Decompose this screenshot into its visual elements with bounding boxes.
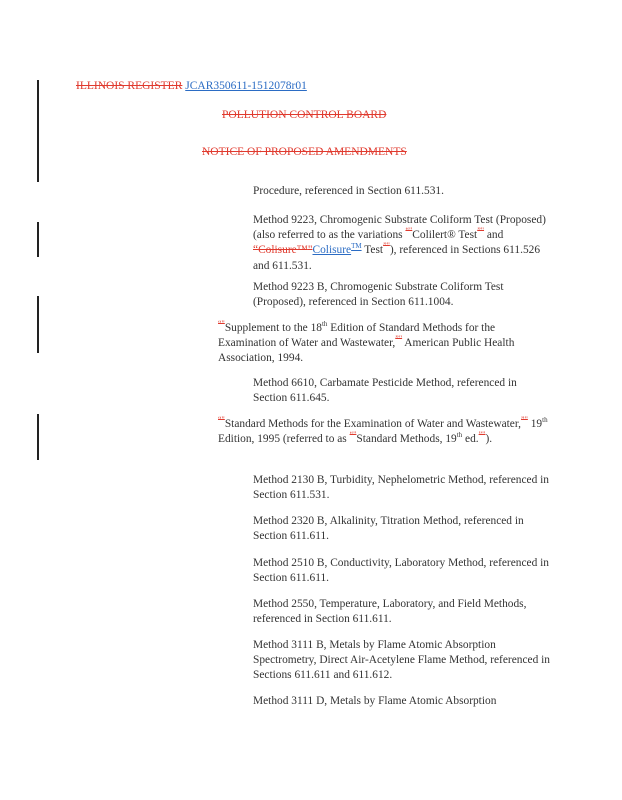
- paragraph-procedure: Procedure, referenced in Section 611.531.: [253, 185, 444, 197]
- paragraph-standard-methods: “"Standard Methods for the Examination of Water and Wastewater,”" 19th Edition, 1995 (referred to as “"Standard Methods, 19th ed.”").: [218, 415, 548, 446]
- paragraph-method-2320b: Method 2320 B, Alkalinity, Titration Method, referenced in Section 611.611.: [253, 515, 524, 543]
- paragraph-method-2130b: Method 2130 B, Turbidity, Nephelometric Method, referenced in Section 611.531.: [253, 474, 549, 502]
- change-bar-3: [37, 296, 39, 353]
- paragraph-method-2550: Method 2550, Temperature, Laboratory, and Field Methods, referenced in Section 611.611.: [253, 598, 527, 626]
- colisure-inserted: Colisure: [312, 244, 352, 257]
- paragraph-method-6610: Method 6610, Carbamate Pesticide Method, referenced in Section 611.645.: [253, 377, 517, 405]
- change-bar-1: [37, 80, 39, 182]
- register-deleted-text: ILLINOIS REGISTER: [76, 80, 183, 92]
- notice-title: NOTICE OF PROPOSED AMENDMENTS: [202, 146, 407, 158]
- paragraph-method-9223b: Method 9223 B, Chromogenic Substrate Coliform Test (Proposed), referenced in Section 611.1004.: [253, 281, 504, 309]
- paragraph-method-3111b: Method 3111 B, Metals by Flame Atomic Absorption Spectrometry, Direct Air-Acetylene Flame Method, referenced in Sections 611.611 and 611.612.: [253, 639, 550, 682]
- colisure-deleted: Colisure™: [258, 244, 308, 257]
- paragraph-method-2510b: Method 2510 B, Conductivity, Laboratory Method, referenced in Section 611.611.: [253, 557, 549, 585]
- register-inserted-text: JCAR350611-1512078r01: [185, 80, 307, 92]
- paragraph-supplement: “"Supplement to the 18th Edition of Standard Methods for the Examination of Water and Wastewater,”" American Public Health Association, 1994.: [218, 319, 515, 365]
- paragraph-method-9223: Method 9223, Chromogenic Substrate Coliform Test (Proposed) (also referred to as the variations “"Colilert® Test”" and “Colisure™"Colisure™ Test”"), referenced in Sections 611.526 and 611.531.: [253, 214, 546, 272]
- board-title: POLLUTION CONTROL BOARD: [222, 109, 387, 121]
- change-bar-2: [37, 222, 39, 257]
- change-bar-4: [37, 414, 39, 460]
- register-header: [76, 80, 307, 92]
- paragraph-method-3111d: Method 3111 D, Metals by Flame Atomic Absorption: [253, 695, 497, 707]
